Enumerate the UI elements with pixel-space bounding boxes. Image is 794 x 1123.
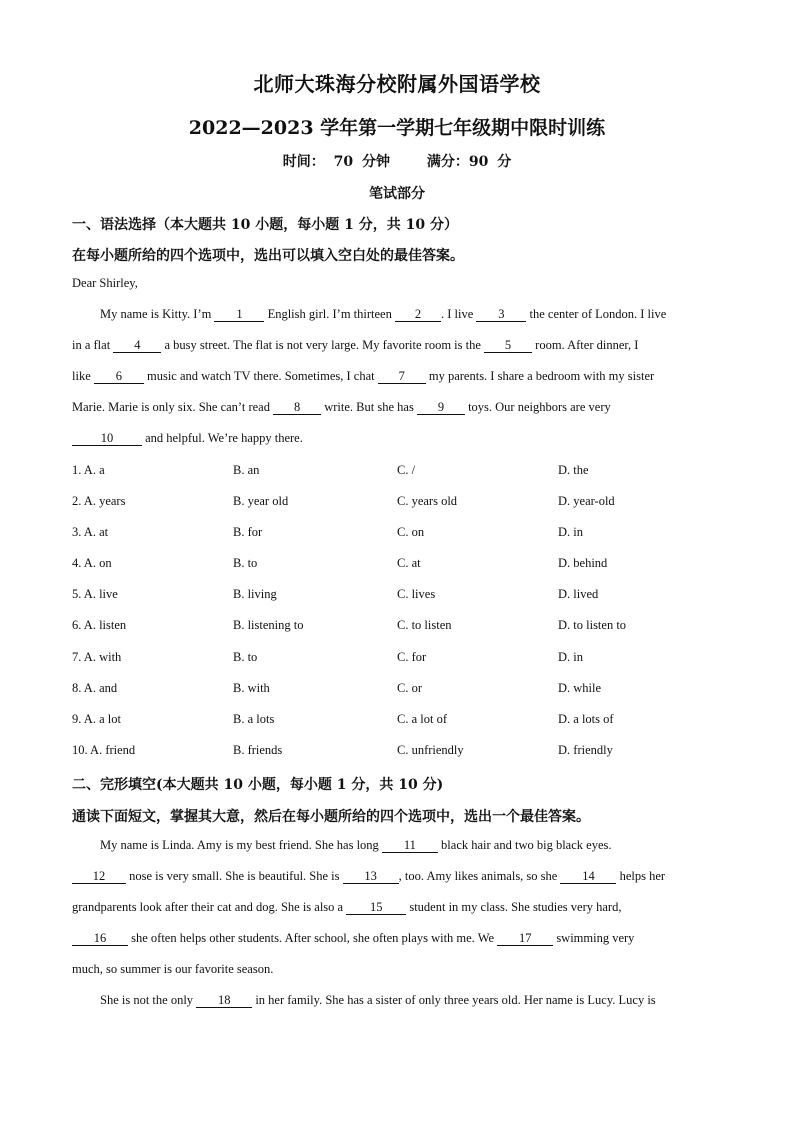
question-option-a[interactable]: 2. A. years <box>72 494 126 508</box>
question-option-d[interactable]: D. behind <box>558 556 608 570</box>
salutation: Dear Shirley, <box>72 276 138 290</box>
passage2-line3: grandparents look after their cat and dog. She is also a 15 student in my class. She studies very hard, <box>72 900 622 914</box>
question-option-b[interactable]: B. an <box>233 463 260 477</box>
question-option-b[interactable]: B. to <box>233 650 258 664</box>
blank-5[interactable]: 5 <box>484 338 532 353</box>
passage2-line2: 12 nose is very small. She is beautiful. She is 13 , too. Amy likes animals, so she 14 helps her <box>72 861 722 892</box>
section2-instruction: 通读下面短文，掌握其大意，然后在每小题所给的四个选项中，选出一个最佳答案。 <box>72 809 590 825</box>
question-row <box>72 494 732 514</box>
passage1-line1: My name is Kitty. I’m 1 English girl. I’m thirteen 2 . I live 3 the center of London. I live <box>100 307 667 321</box>
blank-16[interactable]: 16 <box>72 931 128 946</box>
blank-7[interactable]: 7 <box>378 369 426 384</box>
blank-15[interactable]: 15 <box>346 900 406 915</box>
question-option-a[interactable]: 7. A. with <box>72 650 122 664</box>
question-option-a[interactable]: 1. A. a <box>72 463 105 477</box>
question-option-d[interactable]: D. year-old <box>558 494 615 508</box>
exam-meta <box>0 151 794 171</box>
question-option-c[interactable]: C. to listen <box>397 618 452 632</box>
question-option-b[interactable]: B. living <box>233 587 277 601</box>
exam-title: 2022—2023 学年第一学期七年级期中限时训练 <box>188 117 606 139</box>
question-row <box>72 463 732 483</box>
question-row <box>72 525 732 545</box>
blank-13[interactable]: 13 <box>343 869 399 884</box>
blank-3[interactable]: 3 <box>476 307 526 322</box>
question-row <box>72 618 732 638</box>
section1-heading: 一、语法选择（本大题共 10 小题，每小题 1 分，共 10 分） <box>72 217 458 233</box>
question-option-d[interactable]: D. in <box>558 650 583 664</box>
question-option-b[interactable]: B. to <box>233 556 258 570</box>
section2-heading: 二、完形填空(本大题共 10 小题，每小题 1 分，共 10 分) <box>72 777 444 793</box>
question-row <box>72 681 732 701</box>
question-option-a[interactable]: 5. A. live <box>72 587 118 601</box>
question-option-b[interactable]: B. listening to <box>233 618 304 632</box>
question-row <box>72 743 732 763</box>
passage2-line4: 16 she often helps other students. After school, she often plays with me. We 17 swimming very <box>72 923 722 954</box>
school-name: 北师大珠海分校附属外国语学校 <box>253 72 541 96</box>
question-option-b[interactable]: B. year old <box>233 494 289 508</box>
question-option-b[interactable]: B. with <box>233 681 270 695</box>
blank-10[interactable]: 10 <box>72 431 142 446</box>
blank-4[interactable]: 4 <box>113 338 161 353</box>
question-row <box>72 556 732 576</box>
blank-14[interactable]: 14 <box>560 869 616 884</box>
passage1-line3: like 6 music and watch TV there. Sometimes, I chat 7 my parents. I share a bedroom with my sister <box>72 369 655 383</box>
passage2-line1: My name is Linda. Amy is my best friend. She has long 11 black hair and two big black eyes. <box>100 838 612 852</box>
question-option-a[interactable]: 8. A. and <box>72 681 118 695</box>
question-option-a[interactable]: 9. A. a lot <box>72 712 121 726</box>
question-option-a[interactable]: 3. A. at <box>72 525 109 539</box>
part-label: 笔试部分 <box>369 186 425 202</box>
question-option-c[interactable]: C. unfriendly <box>397 743 464 757</box>
question-row <box>72 712 732 732</box>
question-option-d[interactable]: D. a lots of <box>558 712 614 726</box>
blank-1[interactable]: 1 <box>214 307 264 322</box>
question-option-c[interactable]: C. a lot of <box>397 712 447 726</box>
question-option-c[interactable]: C. or <box>397 681 422 695</box>
question-option-d[interactable]: D. while <box>558 681 602 695</box>
passage1-line2: in a flat 4 a busy street. The flat is not very large. My favorite room is the 5 room. After dinner, I <box>72 338 639 352</box>
question-option-d[interactable]: D. in <box>558 525 583 539</box>
question-option-c[interactable]: C. on <box>397 525 425 539</box>
blank-11[interactable]: 11 <box>382 838 438 853</box>
question-option-d[interactable]: D. lived <box>558 587 599 601</box>
question-option-a[interactable]: 10. A. friend <box>72 743 136 757</box>
passage2-line5: much, so summer is our favorite season. <box>72 962 274 976</box>
question-option-c[interactable]: C. for <box>397 650 427 664</box>
full-score: 满分：90 分 <box>426 154 512 170</box>
question-row <box>72 650 732 670</box>
question-option-b[interactable]: B. a lots <box>233 712 275 726</box>
blank-12[interactable]: 12 <box>72 869 126 884</box>
question-row <box>72 587 732 607</box>
blank-17[interactable]: 17 <box>497 931 553 946</box>
time-limit: 时间： 70 分钟 <box>282 154 390 170</box>
passage1-line5: 10 and helpful. We’re happy there. <box>72 423 722 454</box>
question-option-d[interactable]: D. friendly <box>558 743 613 757</box>
blank-8[interactable]: 8 <box>273 400 321 415</box>
question-option-d[interactable]: D. the <box>558 463 589 477</box>
passage2-line6: She is not the only 18 in her family. She has a sister of only three years old. Her name is Lucy. Lucy is <box>100 993 656 1007</box>
question-option-c[interactable]: C. years old <box>397 494 458 508</box>
section1-instruction: 在每小题所给的四个选项中，选出可以填入空白处的最佳答案。 <box>72 248 464 264</box>
blank-2[interactable]: 2 <box>395 307 441 322</box>
question-option-a[interactable]: 6. A. listen <box>72 618 127 632</box>
passage1-line4: Marie. Marie is only six. She can’t read 8 write. But she has 9 toys. Our neighbors are very <box>72 400 611 414</box>
question-option-b[interactable]: B. for <box>233 525 263 539</box>
blank-6[interactable]: 6 <box>94 369 144 384</box>
question-option-c[interactable]: C. / <box>397 463 416 477</box>
question-option-c[interactable]: C. lives <box>397 587 436 601</box>
blank-18[interactable]: 18 <box>196 993 252 1008</box>
question-option-c[interactable]: C. at <box>397 556 421 570</box>
blank-9[interactable]: 9 <box>417 400 465 415</box>
question-option-d[interactable]: D. to listen to <box>558 618 627 632</box>
question-option-b[interactable]: B. friends <box>233 743 283 757</box>
question-option-a[interactable]: 4. A. on <box>72 556 112 570</box>
